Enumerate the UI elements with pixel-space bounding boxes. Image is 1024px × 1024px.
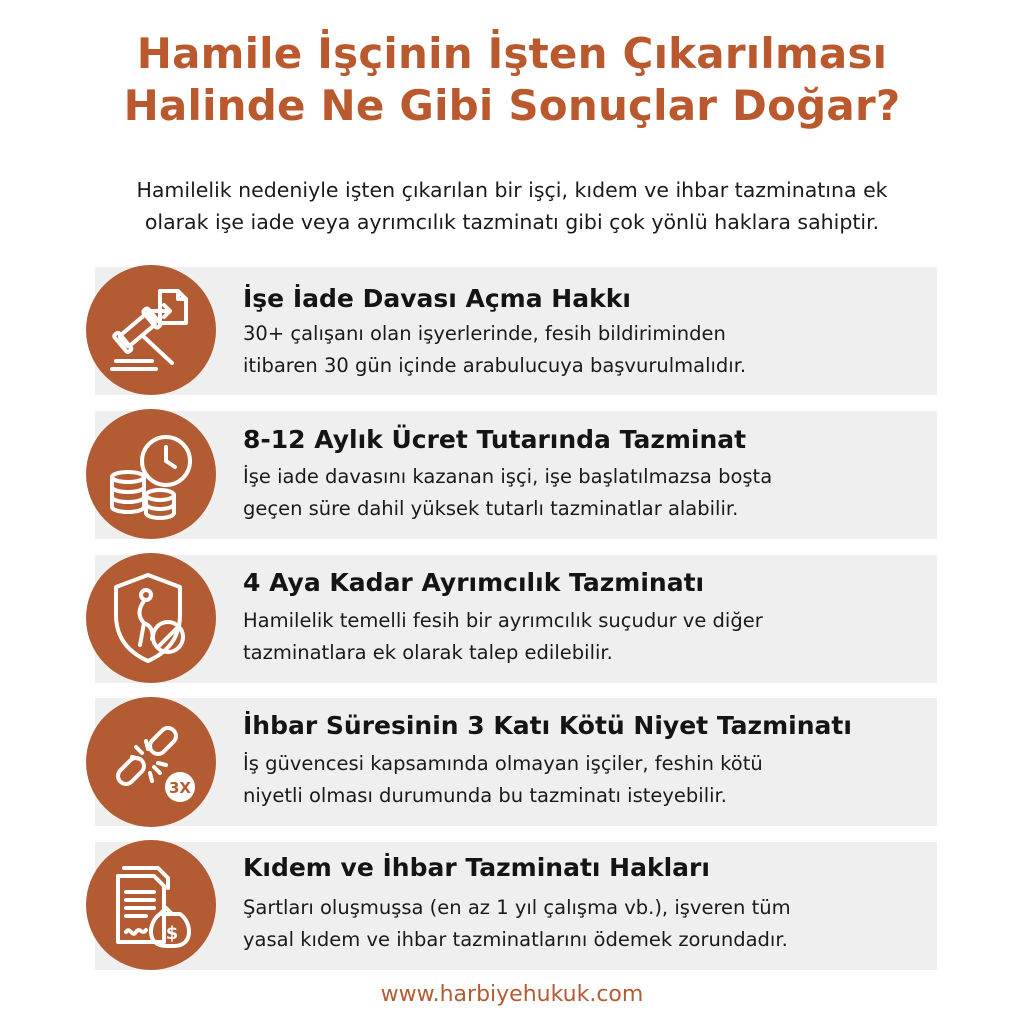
item-title-bad-faith: İhbar Süresinin 3 Katı Kötü Niyet Tazminatı [243, 711, 852, 740]
item-desc-discrimination [243, 605, 933, 669]
item-desc-line: tazminatlara ek olarak talep edilebilir. [243, 641, 613, 664]
item-desc-severance [243, 892, 933, 956]
item-desc-line: niyetli olması durumunda bu tazminatı isteyebilir. [243, 784, 727, 807]
item-title-reinstatement: İşe İade Davası Açma Hakkı [243, 284, 631, 313]
broken-chain-3x-icon [86, 697, 216, 827]
item-desc-line: Hamilelik temelli fesih bir ayrımcılık suçudur ve diğer [243, 609, 763, 632]
page-title [0, 28, 1024, 132]
item-desc-line: Şartları oluşmuşsa (en az 1 yıl çalışma vb.), işveren tüm [243, 896, 791, 919]
item-desc-compensation [243, 461, 933, 525]
item-desc-line: geçen süre dahil yüksek tutarlı tazminatlar alabilir. [243, 497, 739, 520]
multiplier-badge: 3X [168, 779, 192, 797]
item-title-severance: Kıdem ve İhbar Tazminatı Hakları [243, 853, 710, 882]
shield-pregnant-prohibited-icon [86, 553, 216, 683]
dollar-sign: $ [165, 923, 179, 944]
item-desc-line: yasal kıdem ve ihbar tazminatlarını ödemek zorundadır. [243, 928, 788, 951]
gavel-document-icon [86, 265, 216, 395]
item-desc-reinstatement [243, 318, 933, 382]
intro-line-1: Hamilelik nedeniyle işten çıkarılan bir işçi, kıdem ve ihbar tazminatına ek [136, 178, 888, 202]
documents-moneybag-icon [86, 840, 216, 970]
website-link[interactable]: www.harbiyehukuk.com [380, 982, 644, 1007]
item-title-compensation: 8-12 Aylık Ücret Tutarında Tazminat [243, 425, 747, 454]
item-title-discrimination: 4 Aya Kadar Ayrımcılık Tazminatı [243, 568, 705, 597]
item-desc-bad-faith [243, 748, 933, 812]
intro-line-2: olarak işe iade veya ayrımcılık tazminatı gibi çok yönlü haklara sahiptir. [144, 210, 880, 234]
item-desc-line: itibaren 30 gün içinde arabulucuya başvurulmalıdır. [243, 354, 747, 377]
intro-text [40, 174, 984, 238]
title-line-2: Halinde Ne Gibi Sonuçlar Doğar? [123, 81, 901, 130]
item-desc-line: İş güvencesi kapsamında olmayan işçiler, feshin kötü [243, 752, 763, 775]
title-line-1: Hamile İşçinin İşten Çıkarılması [136, 29, 888, 78]
coins-clock-icon [86, 409, 216, 539]
item-desc-line: İşe iade davasını kazanan işçi, işe başlatılmazsa boşta [243, 465, 773, 488]
item-desc-line: 30+ çalışanı olan işyerlerinde, fesih bildiriminden [243, 322, 726, 345]
